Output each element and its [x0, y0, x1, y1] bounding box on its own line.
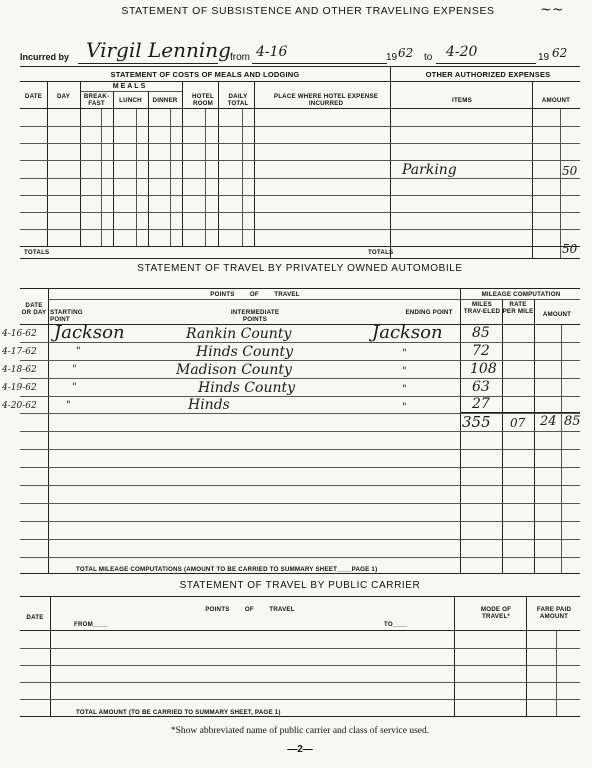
auto-points-header: POINTS OF TRAVEL: [210, 291, 300, 298]
incurred-by-label: Incurred by: [20, 52, 70, 62]
other-total-amount: 50: [562, 242, 578, 256]
to-label: to: [424, 52, 433, 63]
auto-row-inter: Madison County: [176, 362, 292, 378]
auto-row-date: 4-18-62: [2, 365, 37, 375]
col-breakfast: BREAK-FAST: [83, 93, 110, 107]
auto-row-start: ": [76, 346, 81, 357]
auto-rate: 07: [510, 416, 526, 430]
incurred-by-value: Virgil Lenning: [86, 38, 231, 62]
auto-row-date: 4-20-62: [2, 401, 37, 411]
auto-row-end: ": [402, 348, 407, 359]
auto-row-start: Jackson: [54, 322, 125, 343]
col-amount: AMOUNT: [541, 97, 571, 104]
auto-row-inter: Hinds County: [198, 380, 296, 396]
auto-col-rate: RATE PER MILE: [502, 301, 534, 315]
auto-row-date: 4-17-62: [2, 347, 37, 357]
auto-total-miles: 355: [462, 413, 491, 431]
auto-row-miles: 63: [472, 379, 490, 395]
other-amount-1: 50: [562, 164, 578, 178]
auto-col-miles: MILES TRAV-ELED: [463, 301, 501, 315]
auto-row-miles: 27: [472, 396, 490, 412]
auto-row-inter: Rankin County: [186, 326, 292, 342]
auto-total-dollars: 24: [540, 414, 557, 429]
col-daily: DAILY TOTAL: [227, 93, 249, 107]
auto-row-end: ": [402, 384, 407, 395]
year-prefix-1: 19: [386, 52, 398, 63]
col-day: DAY: [56, 93, 71, 100]
auto-col-intermediate: INTERMEDIATE POINTS: [230, 309, 280, 323]
auto-row-date: 4-19-62: [2, 383, 37, 393]
auto-row-end: ": [402, 366, 407, 377]
year-prefix-2: 19: [538, 52, 550, 63]
meals-group-label: MEALS: [112, 83, 148, 90]
totals-right-label: TOTALS: [368, 249, 394, 256]
col-place: PLACE WHERE HOTEL EXPENSE INCURRED: [273, 93, 379, 107]
meals-section-title: STATEMENT OF COSTS OF MEALS AND LODGING: [110, 70, 300, 79]
auto-col-date: DATE OR DAY: [21, 302, 47, 316]
carrier-col-mode: MODE OF TRAVEL*: [480, 606, 512, 620]
carrier-footer: TOTAL AMOUNT (TO BE CARRIED TO SUMMARY SHEET, PAGE 1): [76, 709, 281, 716]
auto-row-start: ": [72, 364, 77, 375]
other-expenses-title: OTHER AUTHORIZED EXPENSES: [425, 70, 551, 79]
carrier-to-label: TO____: [384, 621, 408, 628]
carrier-section-title: STATEMENT OF TRAVEL BY PUBLIC CARRIER: [179, 580, 421, 591]
col-lunch: LUNCH: [119, 97, 142, 104]
totals-left-label: TOTALS: [24, 249, 50, 256]
auto-row-start: ": [72, 382, 77, 393]
auto-row-end: Jackson: [372, 322, 443, 343]
from-value: 4-16: [256, 44, 288, 60]
col-items: ITEMS: [452, 97, 472, 104]
auto-row-inter: Hinds County: [196, 344, 294, 360]
corner-mark: ~~: [540, 2, 564, 18]
auto-total-cents: 85: [564, 414, 581, 429]
page-number: —2—: [287, 744, 313, 755]
auto-col-amount: AMOUNT: [542, 311, 572, 318]
auto-col-starting: STARTING POINT: [50, 309, 83, 323]
auto-row-start: ": [66, 400, 71, 411]
col-dinner: DINNER: [152, 97, 178, 104]
auto-row-miles: 108: [470, 361, 497, 377]
carrier-points-header: POINTS OF TRAVEL: [205, 606, 295, 613]
col-hotel: HOTEL ROOM: [192, 93, 214, 107]
year-value-1: 62: [398, 46, 414, 60]
carrier-from-label: FROM____: [74, 621, 108, 628]
col-date: DATE: [24, 93, 43, 100]
to-value: 4-20: [446, 44, 478, 60]
auto-row-date: 4-16-62: [2, 329, 37, 339]
auto-row-inter: Hinds: [188, 397, 230, 413]
other-item-1: Parking: [402, 162, 457, 178]
auto-row-miles: 72: [472, 343, 490, 359]
auto-col-ending: ENDING POINT: [405, 309, 453, 316]
auto-mileage-header: MILEAGE COMPUTATION: [481, 291, 561, 298]
form-title: STATEMENT OF SUBSISTENCE AND OTHER TRAVELING EXPENSES: [121, 5, 495, 17]
carrier-col-date: DATE: [26, 614, 44, 621]
footnote: *Show abbreviated name of public carrier and class of service used.: [170, 726, 430, 736]
auto-footer: TOTAL MILEAGE COMPUTATIONS (AMOUNT TO BE CARRIED TO SUMMARY SHEET____PAGE 1): [76, 566, 378, 573]
auto-row-miles: 85: [472, 325, 490, 341]
auto-section-title: STATEMENT OF TRAVEL BY PRIVATELY OWNED AUTOMOBILE: [137, 263, 463, 274]
from-label: from: [230, 52, 250, 63]
carrier-col-fare: FARE PAID AMOUNT: [536, 606, 572, 620]
year-value-2: 62: [552, 46, 568, 60]
auto-row-end: ": [402, 402, 407, 413]
